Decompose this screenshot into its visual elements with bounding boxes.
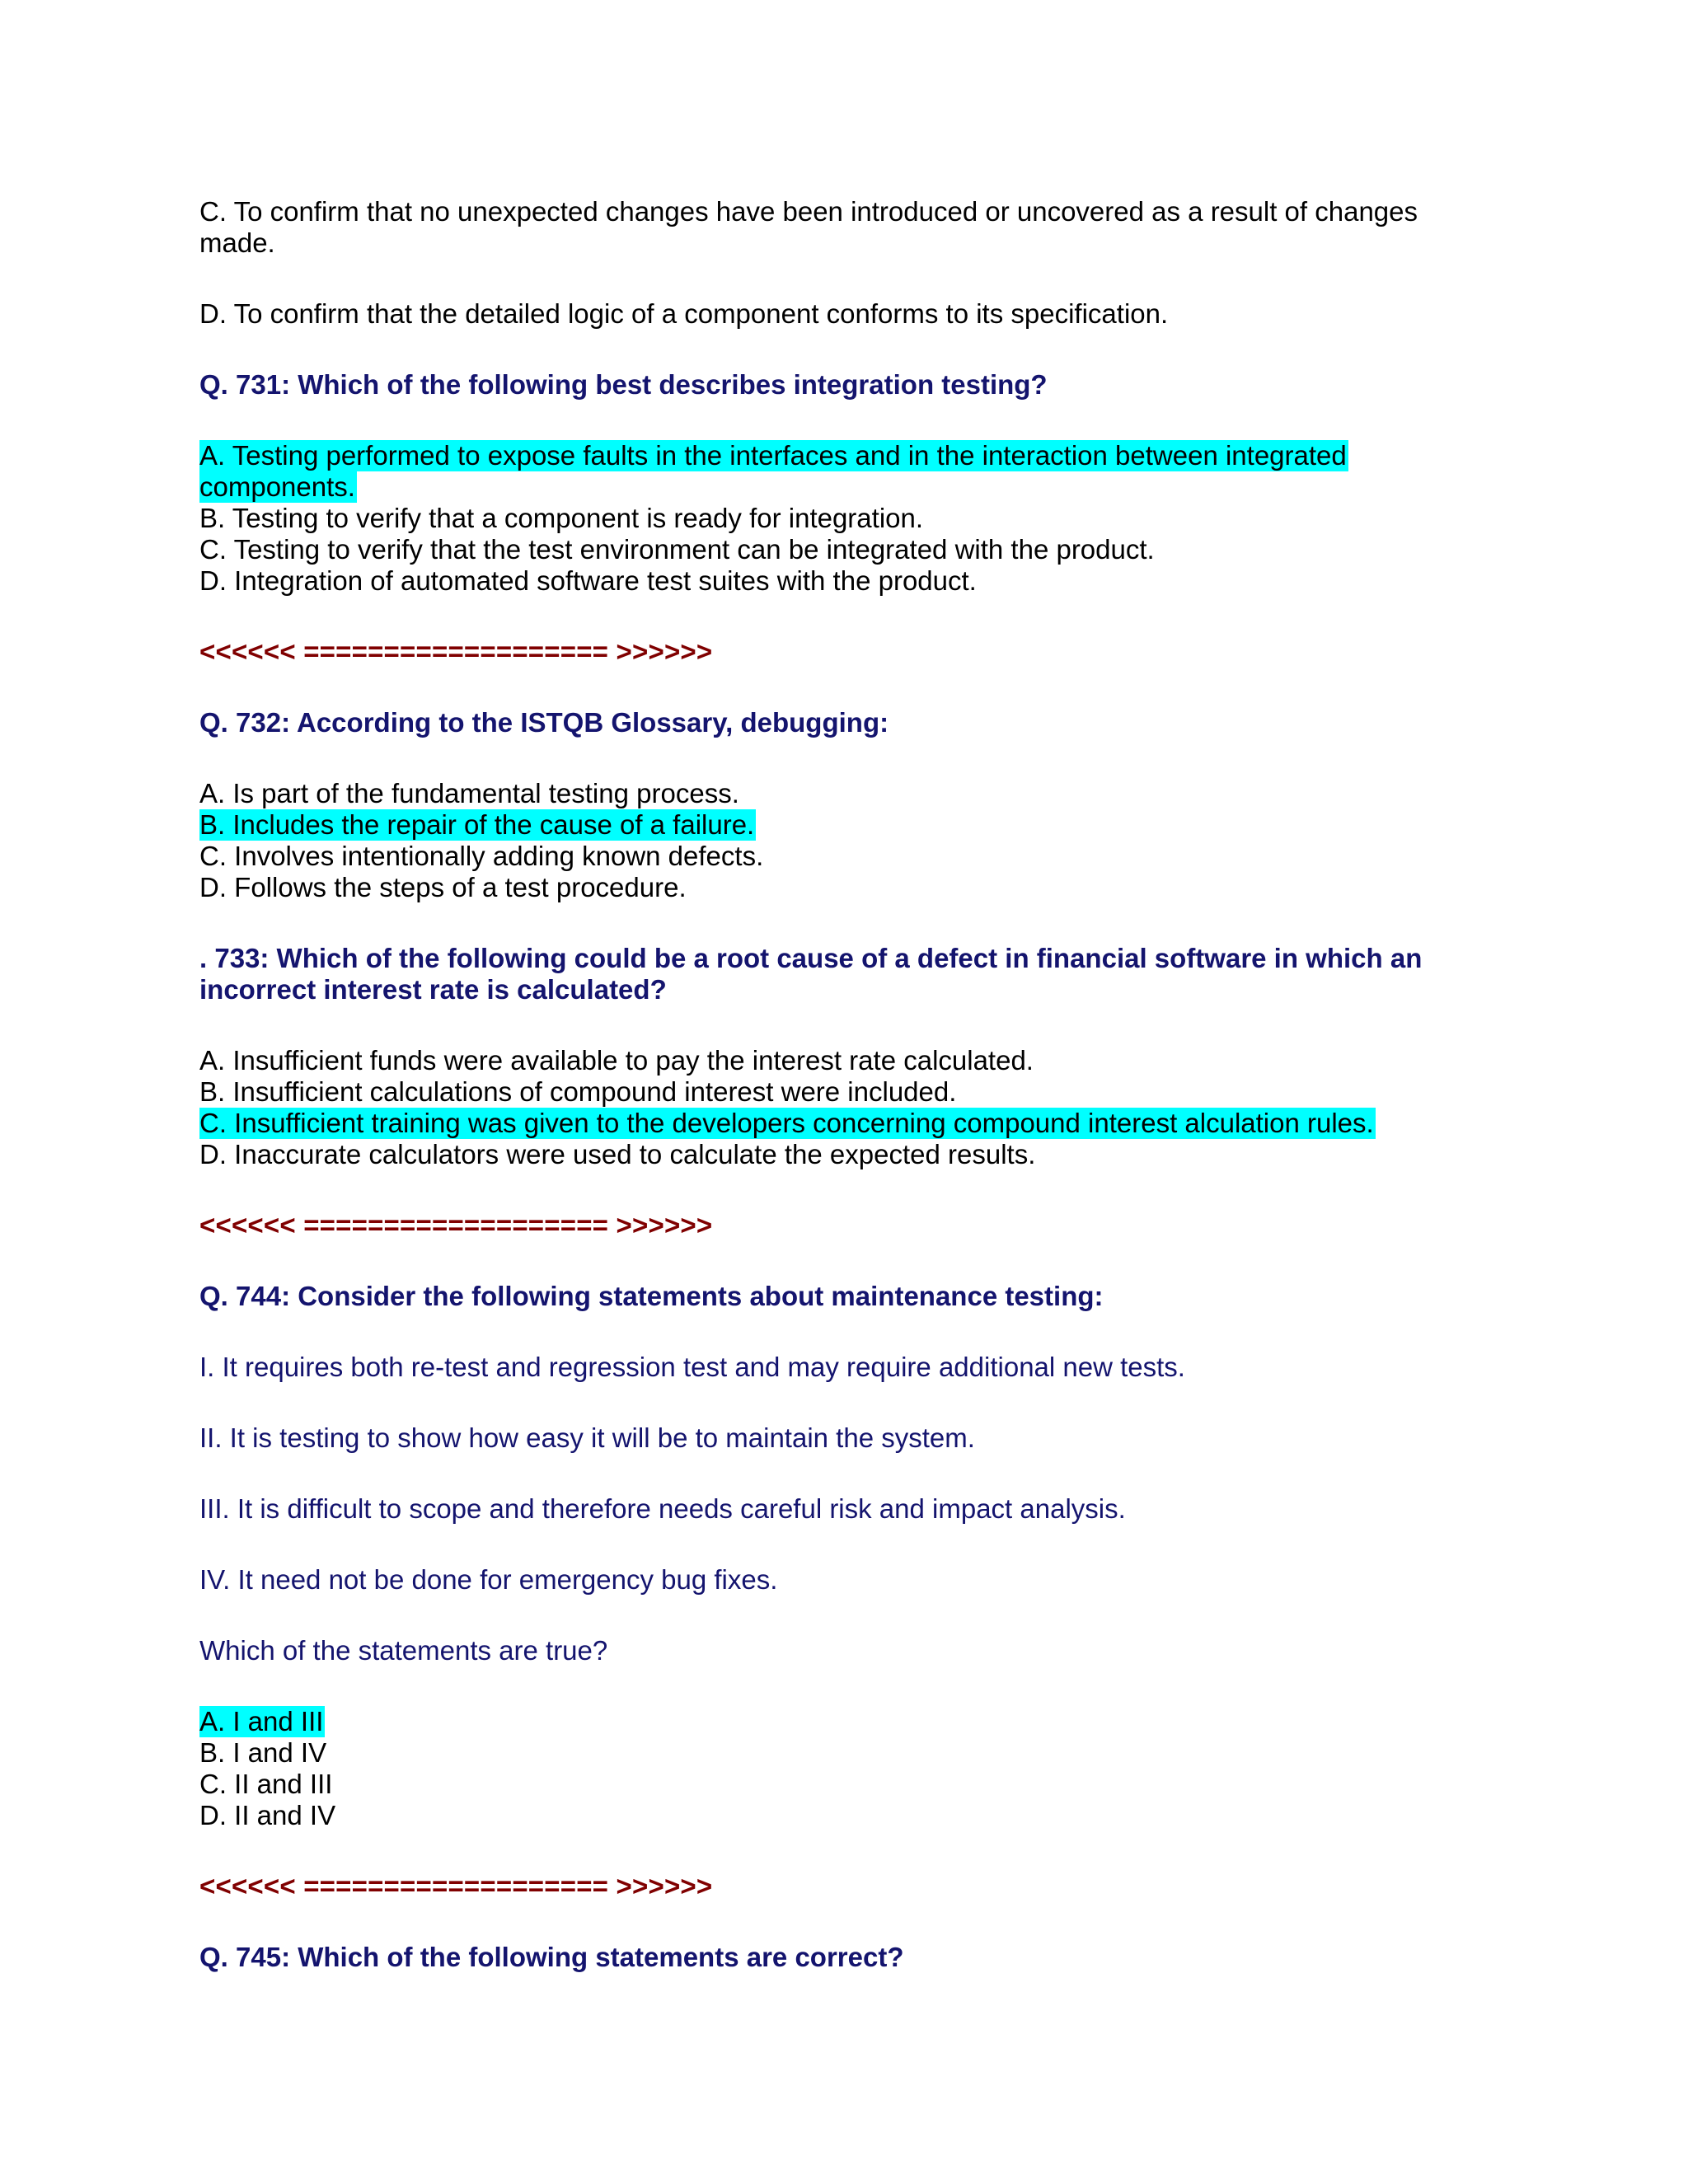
q732-option-a: A. Is part of the fundamental testing process. — [199, 778, 739, 808]
answer-highlight: A. Testing performed to expose faults in the interfaces and in the interaction between integrated — [199, 440, 1347, 471]
q731-option-a-line2 — [199, 471, 357, 503]
question-732-title: Q. 732: According to the ISTQB Glossary, debugging: — [199, 707, 889, 738]
q731-option-d: D. Integration of automated software test suites with the product. — [199, 565, 977, 596]
q731-option-b: B. Testing to verify that a component is ready for integration. — [199, 503, 924, 533]
q733-option-a: A. Insufficient funds were available to pay the interest rate calculated. — [199, 1045, 1034, 1076]
answer-highlight: C. Insufficient training was given to the developers concerning compound interest alculation rules. — [199, 1108, 1374, 1138]
separator: <<<<<< =================== >>>>>> — [199, 1210, 713, 1240]
q744-statement-3: III. It is difficult to scope and therefore needs careful risk and impact analysis. — [199, 1493, 1126, 1524]
prev-option-c-line1: C. To confirm that no unexpected changes have been introduced or uncovered as a result of changes — [199, 196, 1418, 227]
question-733-title-line2: incorrect interest rate is calculated? — [199, 974, 667, 1005]
question-733-title-line1: . 733: Which of the following could be a root cause of a defect in financial software in which an — [199, 943, 1423, 973]
answer-highlight: components. — [199, 471, 355, 502]
q731-option-a-line1 — [199, 440, 1348, 471]
separator: <<<<<< =================== >>>>>> — [199, 1871, 713, 1901]
q733-option-b: B. Insufficient calculations of compound interest were included. — [199, 1076, 957, 1107]
q744-statement-1: I. It requires both re-test and regression test and may require additional new tests. — [199, 1352, 1185, 1382]
answer-highlight: A. I and III — [199, 1706, 324, 1736]
q744-option-c: C. II and III — [199, 1769, 333, 1799]
separator: <<<<<< =================== >>>>>> — [199, 636, 713, 667]
question-731-title: Q. 731: Which of the following best describes integration testing? — [199, 369, 1048, 400]
q732-option-d: D. Follows the steps of a test procedure. — [199, 872, 687, 902]
q744-prompt: Which of the statements are true? — [199, 1635, 608, 1666]
q744-option-a — [199, 1706, 325, 1737]
q733-option-d: D. Inaccurate calculators were used to calculate the expected results. — [199, 1139, 1036, 1169]
q744-option-d: D. II and IV — [199, 1800, 336, 1830]
prev-option-c-line2: made. — [199, 227, 275, 258]
answer-highlight: B. Includes the repair of the cause of a failure. — [199, 809, 755, 840]
q732-option-c: C. Involves intentionally adding known defects. — [199, 841, 764, 871]
q744-statement-4: IV. It need not be done for emergency bug fixes. — [199, 1564, 778, 1595]
prev-option-d: D. To confirm that the detailed logic of a component conforms to its specification. — [199, 298, 1169, 329]
q744-option-b: B. I and IV — [199, 1737, 327, 1768]
question-744-title: Q. 744: Consider the following statements about maintenance testing: — [199, 1281, 1104, 1311]
q744-statement-2: II. It is testing to show how easy it will be to maintain the system. — [199, 1422, 975, 1453]
q732-option-b — [199, 809, 756, 841]
q731-option-c: C. Testing to verify that the test environment can be integrated with the product. — [199, 534, 1155, 565]
question-745-title: Q. 745: Which of the following statements are correct? — [199, 1942, 904, 1972]
q733-option-c — [199, 1108, 1376, 1139]
